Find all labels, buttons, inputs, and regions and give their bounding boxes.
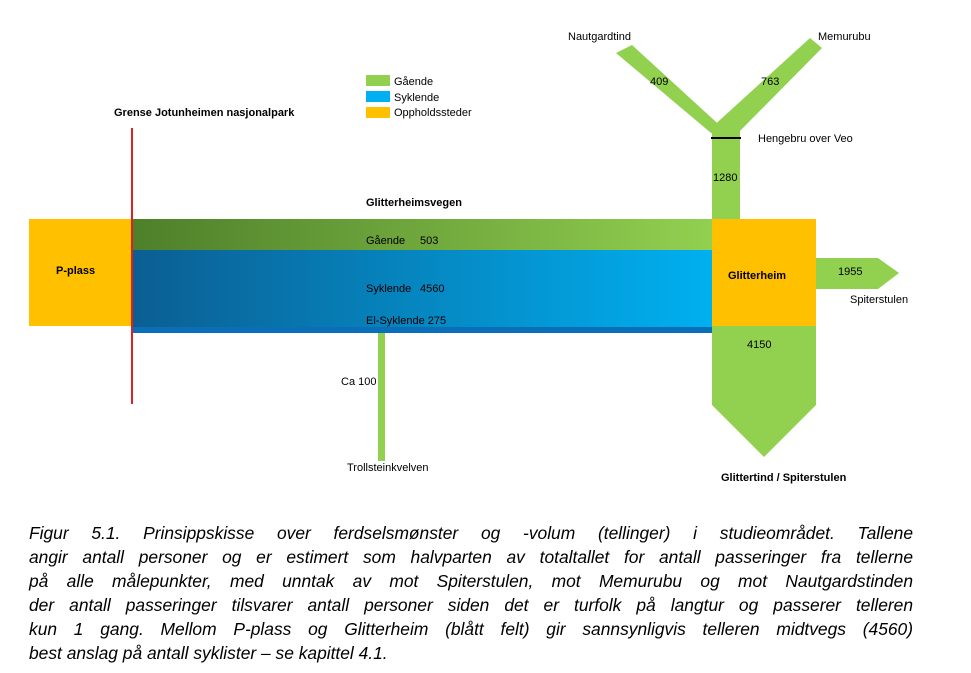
label-spiterstulen: Spiterstulen: [850, 294, 909, 306]
parking-label: P-plass: [56, 265, 96, 277]
glitterheim-label: Glitterheim: [728, 270, 787, 282]
legend-label-cycling: Syklende: [394, 92, 440, 104]
boundary-label: Grense Jotunheimen nasjonalpark: [114, 107, 295, 119]
value-bridge: 1280: [713, 172, 738, 184]
caption-line: på alle målepunkter, med unntak av mot Spiterstulen, mot Memurubu og mot Nautgardstinden: [29, 571, 913, 591]
label-trollsteinkvelven: Trollsteinkvelven: [347, 462, 429, 474]
caption-line: kun 1 gang. Mellom P-plass og Glitterheim (blått felt) gir sannsynligvis telleren midtvegs (4560): [29, 619, 913, 639]
road-cycling-value: 4560: [420, 283, 445, 295]
caption-line: angir antall personer og er estimert som halvparten av totaltallet for antall passeringer fra tellerne: [29, 547, 913, 567]
legend-swatch-cycling: [366, 91, 390, 102]
figure-caption: [29, 521, 913, 665]
label-memurubu: Memurubu: [818, 31, 871, 43]
legend-label-walking: Gående: [394, 76, 434, 88]
label-nautgardtind: Nautgardtind: [568, 31, 631, 43]
road-cycling-label: Syklende: [366, 283, 412, 295]
label-bridge: Hengebru over Veo: [758, 133, 853, 145]
caption-line: Figur 5.1. Prinsippskisse over ferdselsmønster og -volum (tellinger) i studieområdet. Tallene: [29, 523, 913, 543]
value-trollsteinkvelven: Ca 100: [341, 376, 377, 388]
caption-line: der antall passeringer tilsvarer antall personer siden det er turfolk på langtur og passerer telleren: [29, 595, 913, 615]
road-walking-value: 503: [420, 235, 439, 247]
legend-swatch-stay: [366, 107, 390, 118]
caption-line: best anslag på antall syklister – se kapittel 4.1.: [29, 643, 388, 663]
road-title: Glitterheimsvegen: [366, 197, 462, 209]
value-glittertind: 4150: [747, 339, 772, 351]
value-spiterstulen: 1955: [838, 266, 863, 278]
label-glittertind: Glittertind / Spiterstulen: [721, 472, 847, 484]
road-ebike-label: El-Syklende 275: [366, 315, 447, 327]
road-ebike-band: [131, 327, 712, 333]
flow-nautgardtind: [616, 45, 727, 133]
road-walking-label: Gående: [366, 235, 406, 247]
legend: [366, 75, 472, 119]
flow-trollsteinkvelven: [378, 333, 385, 461]
value-nautgardtind: 409: [650, 76, 669, 88]
value-memurubu: 763: [761, 76, 780, 88]
legend-label-stay: Oppholdssteder: [394, 107, 472, 119]
legend-swatch-walking: [366, 75, 390, 86]
